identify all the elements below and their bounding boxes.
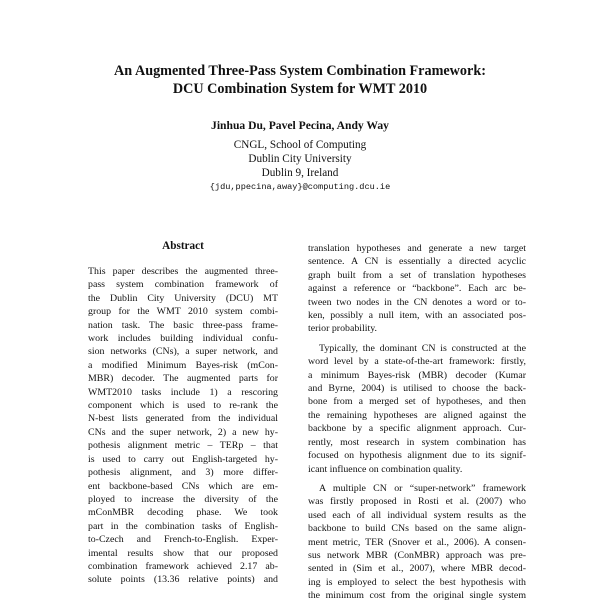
abstract-line: a modified Minimum Bayes-risk (mCon- — [88, 359, 278, 371]
body-column-right — [308, 242, 526, 603]
affiliation-line-3: Dublin 9, Ireland — [261, 167, 339, 180]
abstract-line: pothesis alignment metric – TERp – that — [88, 440, 278, 452]
body-line: and Byrne, 2004) is utilised to choose the back- — [308, 383, 526, 395]
authors: Jinhua Du, Pavel Pecina, Andy Way — [211, 119, 389, 132]
body-line: graph built from a set of translation hypotheses — [308, 269, 526, 281]
body-line: tween two nodes in the CN denotes a word or to- — [308, 296, 526, 308]
affiliation-line-1: CNGL, School of Computing — [233, 139, 367, 151]
body-line: terior probability. — [308, 323, 378, 335]
body-line: sus network MBR (ConMBR) approach was pre- — [308, 549, 526, 561]
body-line: translation hypotheses and generate a new target — [308, 243, 526, 254]
body-line: used each of all individual system results as the — [308, 509, 526, 521]
abstract-line: to-Czech and French-to-English. Exper- — [88, 534, 278, 546]
body-line: ment metric, TER (Snover et al., 2006). A consen- — [308, 536, 526, 548]
body-line: icant influence on combination quality. — [308, 463, 463, 475]
abstract-line: the Dublin City University (DCU) MT — [88, 292, 278, 304]
author-email: {jdu,ppecina,away}@computing.dcu.ie — [209, 182, 391, 192]
abstract-line: component which is used to re-rank the — [88, 400, 278, 412]
body-line: sented in (Sim et al., 2007), where MBR decod- — [308, 563, 526, 575]
abstract-body — [88, 265, 278, 587]
abstract-heading: Abstract — [162, 240, 204, 252]
abstract-line: nation task. The basic three-pass frame- — [88, 319, 278, 331]
abstract-line: ent backbone-based CNs which are em- — [88, 480, 278, 492]
body-line: the remaining hypotheses are aligned against the — [308, 409, 526, 421]
affiliation — [0, 138, 600, 181]
abstract-line: part in the combination tasks of English- — [88, 520, 278, 532]
title-line-2: DCU Combination System for WMT 2010 — [172, 81, 428, 97]
body-line: Typically, the dominant CN is constructed at the — [319, 342, 526, 354]
abstract-line: pothesis alignment, and 3) more differ- — [88, 467, 278, 479]
affiliation-line-2: Dublin City University — [248, 153, 352, 166]
abstract-line: mConMBR decoding phase. We took — [88, 507, 278, 519]
abstract-line: ployed to increase the diversity of the — [88, 493, 278, 505]
body-paragraph-2 — [308, 342, 526, 476]
title-line-1: An Augmented Three-Pass System Combination Framework: — [114, 63, 486, 79]
abstract-line: N-best lists generated from the individual — [88, 413, 278, 425]
abstract-line: solute points (13.36 relative points) and — [88, 574, 278, 586]
body-line: against a reference or “backbone”. Each arc be- — [308, 283, 526, 295]
abstract-line: This paper describes the augmented three- — [88, 266, 278, 277]
abstract-line: pass system combination framework of — [88, 279, 278, 291]
abstract-line: combination framework achieved 2.17 ab- — [88, 560, 278, 572]
body-line: ken, possibly a null item, with an associated pos- — [308, 310, 526, 322]
body-line: bone from a merged set of hypotheses, and then — [308, 396, 526, 408]
body-line: A multiple CN or “super-network” framework — [319, 482, 526, 494]
body-line: sentence. A CN is essentially a directed acyclic — [308, 256, 526, 268]
body-line: backbone to build CNs based on the same align- — [308, 523, 526, 535]
abstract-line: work includes building individual confu- — [88, 333, 278, 345]
body-line: was firstly proposed in Rosti et al. (2007) who — [308, 496, 526, 508]
abstract-line: sion networks (CNs), a super network, and — [88, 346, 278, 358]
body-line: backbone by a specific alignment approach. Cur- — [308, 423, 526, 435]
body-paragraph-3 — [308, 482, 526, 603]
paper-title — [0, 62, 600, 98]
abstract-line: is used to carry out English-targeted hy- — [88, 453, 278, 465]
abstract-line: MBR) decoder. The augmented parts for — [88, 373, 278, 385]
body-line: rently, most research in system combination has — [308, 436, 526, 448]
body-line: word level by a state-of-the-art framework: firstly, — [308, 356, 526, 368]
body-line: ing is employed to select the best hypothesis with — [308, 576, 526, 588]
body-line: a minimum Bayes-risk (MBR) decoder (Kumar — [308, 369, 526, 381]
abstract-line: CNs and the super network, 2) a new hy- — [88, 426, 278, 438]
body-line: focused on hypothesis alignment due to its signif- — [308, 450, 526, 462]
body-line: the minimum cost from the original single system — [308, 590, 526, 602]
abstract-line: group for the WMT 2010 system combi- — [88, 306, 278, 318]
abstract-line: imental results show that our proposed — [88, 547, 278, 559]
abstract-line: WMT2010 tasks include 1) a rescoring — [88, 386, 278, 398]
body-paragraph-1 — [308, 242, 526, 336]
